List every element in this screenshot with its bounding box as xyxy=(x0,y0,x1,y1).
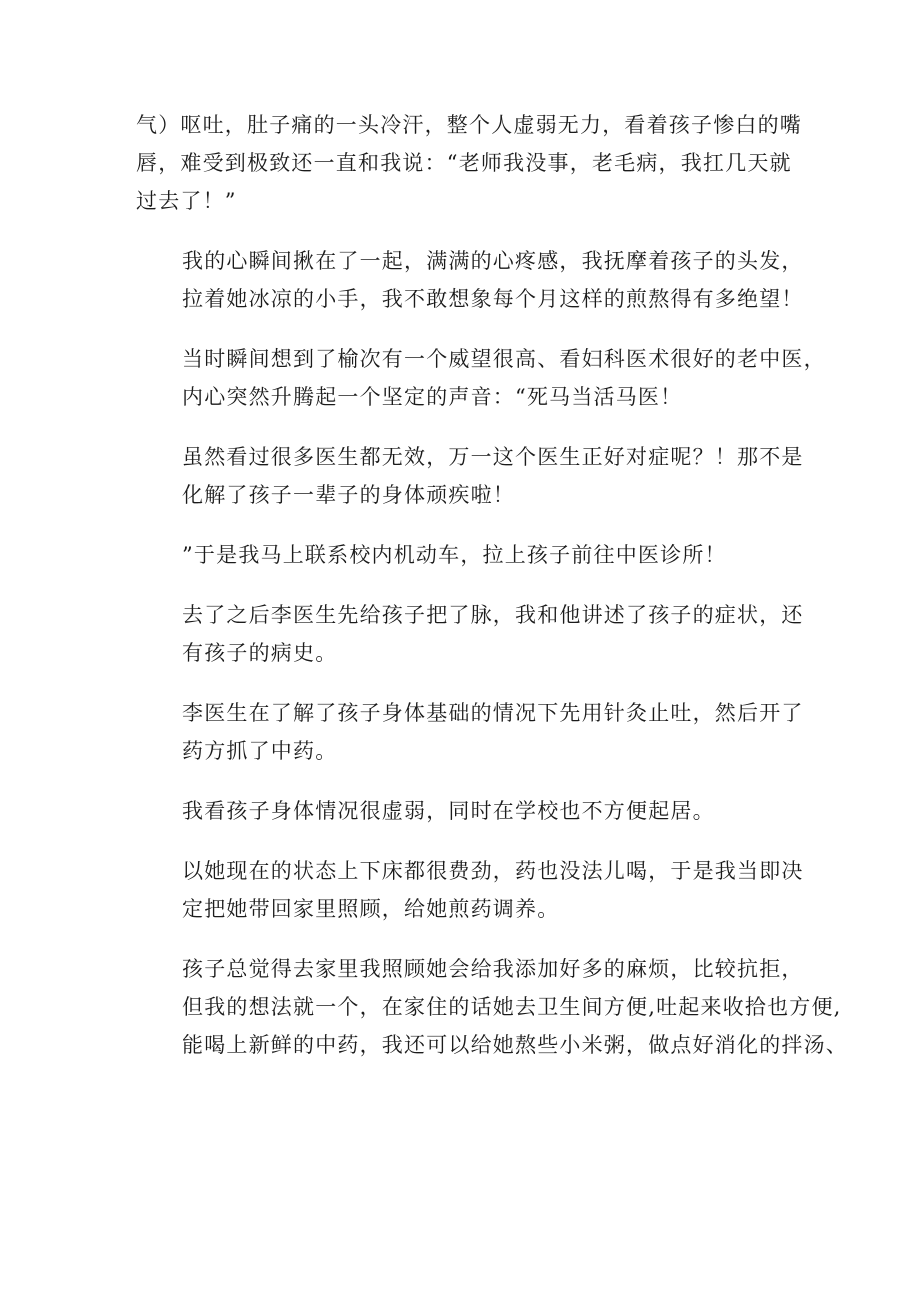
text-line: 有孩子的病史。 xyxy=(182,641,338,665)
text-line: 我看孩子身体情况很虚弱，同时在学校也不方便起居。 xyxy=(182,799,715,823)
text-line: 能喝上新鲜的中药，我还可以给她熬些小米粥，做点好消化的拌汤、 xyxy=(182,1033,848,1057)
text-line: 药方抓了中药。 xyxy=(182,739,338,763)
paragraph xyxy=(136,536,796,574)
paragraph xyxy=(136,242,804,318)
text-line: 当时瞬间想到了榆次有一个威望很高、看妇科医术很好的老中医， xyxy=(182,347,826,371)
paragraph xyxy=(136,596,804,672)
paragraph xyxy=(136,106,802,220)
text-line: 孩子总觉得去家里我照顾她会给我添加好多的麻烦，比较抗拒， xyxy=(182,957,804,981)
text-line: 李医生在了解了孩子身体基础的情况下先用针灸止吐，然后开了 xyxy=(182,701,804,725)
text-line: 内心突然升腾起一个坚定的声音：“死马当活马医！ xyxy=(182,385,683,409)
text-line: 定把她带回家里照顾，给她煎药调养。 xyxy=(182,897,560,921)
paragraph xyxy=(136,792,796,830)
text-line: 我的心瞬间揪在了一起，满满的心疼感，我抚摩着孩子的头发， xyxy=(182,249,804,273)
document-body xyxy=(136,106,848,1064)
paragraph xyxy=(136,694,804,770)
paragraph xyxy=(136,340,826,416)
text-line: 但我的想法就一个，在家住的话她去卫生间方便,吐起来收拾也方便, xyxy=(182,995,842,1019)
paragraph xyxy=(136,438,804,514)
text-line: ”于是我马上联系校内机动车，拉上孩子前往中医诊所！ xyxy=(182,543,727,567)
paragraph xyxy=(136,950,848,1064)
text-line: 过去了！” xyxy=(136,189,237,213)
text-line: 气）呕吐，肚子痛的一头冷汗，整个人虚弱无力，看着孩子惨白的嘴 xyxy=(136,113,802,137)
text-line: 化解了孩子一辈子的身体顽疾啦！ xyxy=(182,483,515,507)
text-line: 拉着她冰凉的小手，我不敢想象每个月这样的煎熬得有多绝望！ xyxy=(182,287,804,311)
text-line: 唇，难受到极致还一直和我说：“老师我没事，老毛病，我扛几天就 xyxy=(136,151,792,175)
paragraph xyxy=(136,852,804,928)
text-line: 以她现在的状态上下床都很费劲，药也没法儿喝，于是我当即决 xyxy=(182,859,804,883)
text-line: 去了之后李医生先给孩子把了脉，我和他讲述了孩子的症状，还 xyxy=(182,603,804,627)
text-line: 虽然看过很多医生都无效，万一这个医生正好对症呢？！那不是 xyxy=(182,445,804,469)
